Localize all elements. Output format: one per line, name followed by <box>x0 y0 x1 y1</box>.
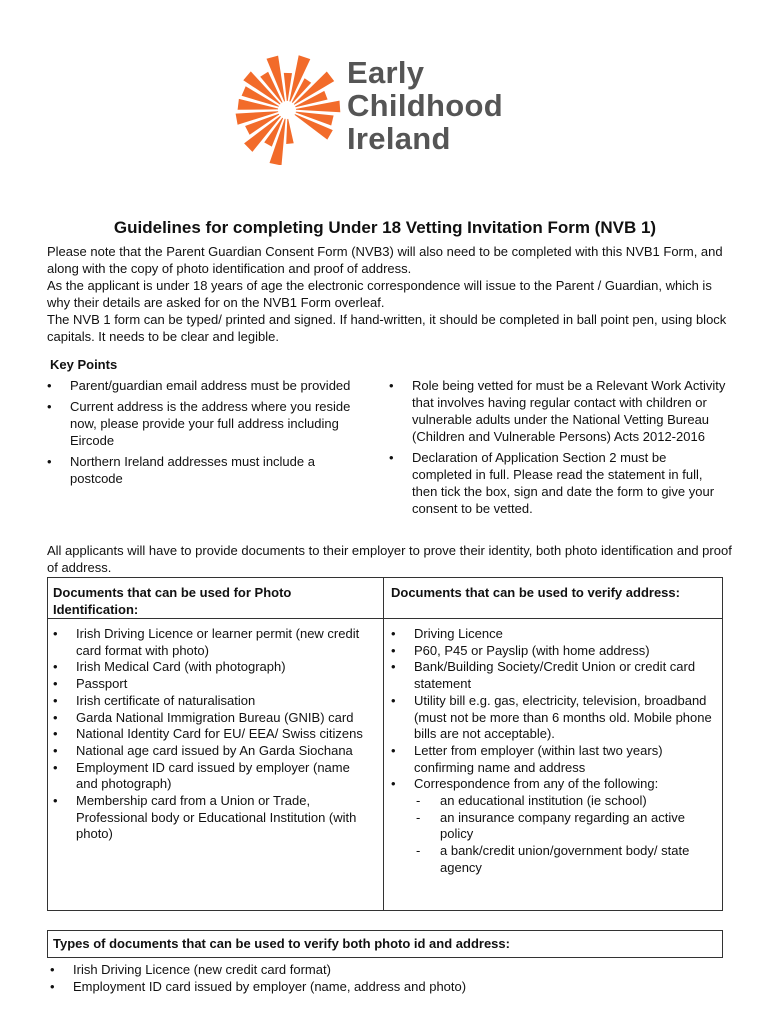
logo-text <box>347 56 503 155</box>
address-list <box>391 626 721 877</box>
list-item: • Irish Driving Licence (new credit card format) <box>50 962 720 979</box>
list-item: • Bank/Building Society/Credit Union or credit card statement <box>391 659 721 692</box>
table-divider-horizontal <box>48 618 722 619</box>
list-item: • Passport <box>53 676 373 693</box>
photo-id-column-header: Documents that can be used for Photo Identification: <box>53 585 292 617</box>
both-documents-table <box>47 930 723 958</box>
key-point-item: • Declaration of Application Section 2 must be completed in full. Please read the statement in full, then tick the box, sign and date the form to give your consent to be vetted. <box>389 449 729 517</box>
sunburst-ray <box>286 119 294 144</box>
both-documents-header: Types of documents that can be used to verify both photo id and address: <box>53 936 510 951</box>
correspondence-sublist <box>414 793 721 877</box>
address-column-header: Documents that can be used to verify address: <box>391 585 680 600</box>
sunburst-ray <box>296 101 340 113</box>
list-item-label: Correspondence from any of the following: <box>414 776 659 792</box>
page-title: Guidelines for completing Under 18 Vetting Invitation Form (NVB 1) <box>113 218 657 237</box>
logo-line-early: Early <box>347 55 425 90</box>
key-points-heading: Key Points <box>50 357 118 372</box>
list-item: • Employment ID card issued by employer (name and photograph) <box>53 760 373 793</box>
all-applicants-text: All applicants will have to provide documents to their employer to prove their identity, both photo identification and proof of address. <box>47 543 732 575</box>
list-item: • Garda National Immigration Bureau (GNIB) card <box>53 710 373 727</box>
list-item-correspondence <box>391 776 721 876</box>
list-item: • Employment ID card issued by employer (name, address and photo) <box>50 979 720 996</box>
documents-table <box>47 577 723 911</box>
photo-id-list <box>53 626 373 843</box>
list-item: • Utility bill e.g. gas, electricity, television, broadband (must not be more than 6 months old. Mobile phone bills are not acceptable). <box>391 693 721 743</box>
logo-line-childhood: Childhood <box>347 88 503 123</box>
both-documents-list <box>50 962 720 995</box>
list-item: • Irish Medical Card (with photograph) <box>53 659 373 676</box>
sublist-item: - an educational institution (ie school) <box>414 793 721 810</box>
intro-paragraph-1: Please note that the Parent Guardian Consent Form (NVB3) will also need to be completed with this NVB1 Form, and along with the copy of photo identification and proof of address. <box>47 244 723 276</box>
key-points-right-list <box>389 377 729 521</box>
key-point-item: • Current address is the address where you reside now, please provide your full address including Eircode <box>47 398 367 449</box>
list-item: • Membership card from a Union or Trade, Professional body or Educational Institution (with photo) <box>53 793 373 843</box>
list-item: • National age card issued by An Garda Siochana <box>53 743 373 760</box>
list-item: • Irish Driving Licence or learner permit (new credit card format with photo) <box>53 626 373 659</box>
list-item: • Irish certificate of naturalisation <box>53 693 373 710</box>
table-divider-vertical <box>383 578 384 910</box>
early-childhood-ireland-logo <box>225 50 545 165</box>
list-item: • Driving Licence <box>391 626 721 643</box>
intro-paragraph-3: The NVB 1 form can be typed/ printed and signed. If hand-written, it should be completed in ball point pen, using block capitals. It needs to be clear and legible. <box>47 312 727 344</box>
key-point-item: • Role being vetted for must be a Relevant Work Activity that involves having regular contact with children or vulnerable adults under the National Vetting Bureau (Children and Vulnerable Persons) Acts 2012-2016 <box>389 377 729 445</box>
key-point-item: • Northern Ireland addresses must include a postcode <box>47 453 367 487</box>
list-item: • National Identity Card for EU/ EEA/ Swiss citizens <box>53 726 373 743</box>
sublist-item: - an insurance company regarding an active policy <box>414 810 721 843</box>
list-item: • Letter from employer (within last two years) confirming name and address <box>391 743 721 776</box>
sublist-item: - a bank/credit union/government body/ state agency <box>414 843 721 876</box>
list-item: • P60, P45 or Payslip (with home address) <box>391 643 721 660</box>
intro-paragraph-2: As the applicant is under 18 years of age the electronic correspondence will issue to the Parent / Guardian, which is why their details are asked for on the NVB1 Form overleaf. <box>47 278 712 310</box>
intro-text <box>47 243 737 345</box>
sunburst-logo-icon <box>225 50 345 165</box>
key-point-item: • Parent/guardian email address must be provided <box>47 377 367 394</box>
logo-line-ireland: Ireland <box>347 121 451 156</box>
key-points-left-list <box>47 377 367 491</box>
